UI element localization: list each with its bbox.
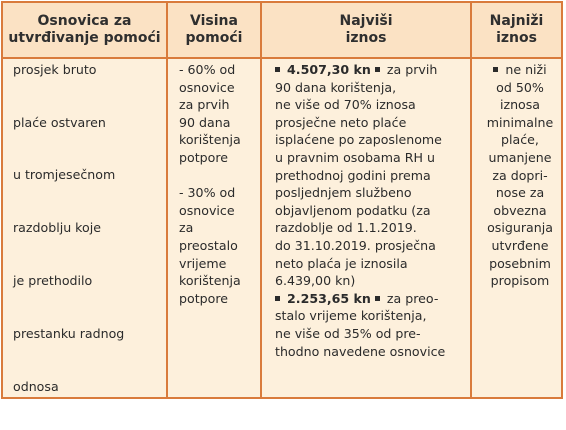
max-amount-value: 2.253,65 kn: [287, 290, 371, 306]
max-line: isplaćene po zaposlenome: [275, 132, 442, 148]
basis-line: plaće ostvaren: [13, 114, 106, 130]
max-amount-first-line: [275, 61, 475, 79]
amount-line: - 60% od: [179, 62, 236, 77]
max-line: objavljenom podatku (za: [275, 202, 431, 218]
header-amount-text: Visina pomoći: [185, 13, 243, 46]
min-line: propisom: [490, 273, 550, 289]
min-line: od 50%: [496, 79, 544, 95]
basis-line: u tromjesečnom: [13, 167, 116, 183]
basis-cell: [13, 59, 163, 397]
square-bullet-icon: [375, 67, 380, 72]
square-bullet-icon: [375, 296, 380, 301]
amount-line: 90 dana: [179, 114, 231, 130]
max-line: neto plaća je iznosila: [275, 255, 408, 271]
max-amount-suffix: za preo-: [382, 290, 439, 306]
header-max-text: Najviši iznos: [339, 13, 393, 46]
square-bullet-icon: [493, 67, 498, 72]
amount-line: preostalo: [179, 237, 238, 253]
column-divider: [260, 3, 262, 397]
max-amount-second-line: [275, 290, 475, 308]
basis-line: je prethodilo: [13, 272, 93, 288]
max-line: ne više od 70% iznosa: [275, 97, 416, 113]
amount-line: potpore: [179, 290, 228, 306]
assistance-table: [1, 1, 563, 399]
max-line: do 31.10.2019. prosječna: [275, 237, 436, 253]
amount-line: za prvih: [179, 97, 230, 113]
min-line: obvezna: [493, 202, 547, 218]
amount-line: - 30% od: [179, 185, 236, 201]
amount-line: osnovice: [179, 79, 235, 95]
max-amount-cell: [275, 61, 475, 360]
basis-line: prestanku radnog: [13, 325, 125, 341]
max-line: u pravnim osobama RH u: [275, 149, 435, 165]
min-line: nose za: [495, 185, 545, 201]
max-line: prosječne neto plaće: [275, 114, 407, 130]
amount-cell: [179, 61, 255, 307]
amount-line: potpore: [179, 149, 228, 165]
max-line: stalo vrijeme korištenja,: [275, 308, 427, 324]
column-divider: [166, 3, 168, 397]
amount-line: korištenja: [179, 132, 241, 148]
basis-line: razdoblju koje: [13, 220, 101, 236]
max-amount-value: 4.507,30 kn: [287, 62, 371, 77]
max-line: 6.439,00 kn): [275, 273, 356, 289]
max-amount-suffix: za prvih: [382, 62, 438, 77]
header-amount: [168, 3, 260, 57]
min-amount-cell: [481, 61, 559, 290]
max-line: posljednjem službeno: [275, 185, 412, 201]
min-line: ne niži: [505, 62, 547, 77]
header-max: [262, 3, 470, 57]
min-line: posebnim: [489, 255, 551, 271]
max-line: 90 dana korištenja,: [275, 79, 397, 95]
header-basis-text: Osnovica za utvrđivanje pomoći: [8, 13, 161, 46]
spacer: [179, 167, 255, 185]
min-line: plaće,: [501, 132, 539, 148]
amount-line: vrijeme: [179, 255, 227, 271]
min-first-line: [481, 61, 559, 79]
min-line: za dopri-: [492, 167, 548, 183]
min-line: umanjene: [488, 149, 552, 165]
min-line: utvrđene: [491, 237, 549, 253]
square-bullet-icon: [275, 67, 280, 72]
min-line: iznosa: [499, 97, 541, 113]
header-min-text: Najniži iznos: [489, 13, 544, 46]
min-line: osiguranja: [487, 220, 553, 236]
basis-line: odnosa: [13, 378, 59, 394]
amount-line: korištenja: [179, 273, 241, 289]
amount-line: za: [179, 220, 194, 236]
header-min: [472, 3, 561, 57]
min-line: minimalne: [486, 114, 554, 130]
basis-line: prosjek bruto: [13, 61, 97, 77]
max-line: razdoblje od 1.1.2019.: [275, 220, 417, 236]
square-bullet-icon: [275, 296, 280, 301]
max-line: ne više od 35% od pre-: [275, 325, 421, 341]
max-line: thodno navedene osnovice: [275, 343, 446, 359]
max-line: prethodnoj godini prema: [275, 167, 431, 183]
amount-line: osnovice: [179, 202, 235, 218]
